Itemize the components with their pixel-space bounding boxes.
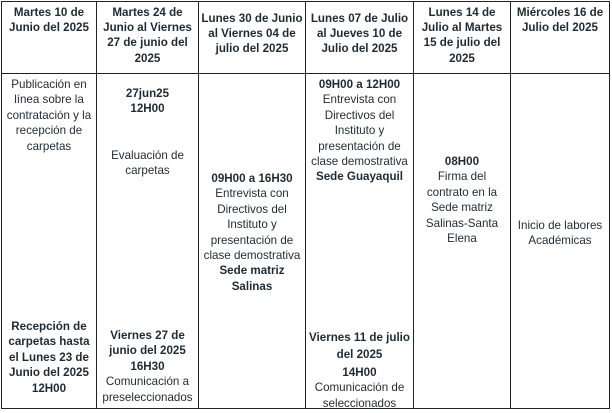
text-line: Elena <box>447 232 477 246</box>
text-line: 14H00 <box>342 365 377 379</box>
text-line: 12H00 <box>31 381 67 395</box>
text-line: carpetas hasta <box>8 335 90 349</box>
text-line: el Lunes 23 de <box>9 350 89 364</box>
contract-block <box>414 154 510 246</box>
selection-block <box>306 330 413 411</box>
header-cell-5 <box>414 2 511 74</box>
header-line: 27 de junio del <box>107 36 188 50</box>
text-line: presentación de <box>210 233 294 247</box>
text-line: del 2025 <box>336 348 383 362</box>
text-line: 27jun25 <box>125 87 170 100</box>
text-line: Junio del 2025 <box>9 366 89 380</box>
header-line: Lunes 14 de <box>428 6 496 19</box>
text-line: presentación de <box>318 139 401 153</box>
text-line: Evaluación de <box>111 149 184 162</box>
text-line: Instituto y <box>334 124 385 138</box>
text-line: Directivos del <box>217 202 287 216</box>
text-line: Firma del <box>437 170 487 184</box>
header-line: 2025 <box>134 51 161 65</box>
text-line: Académicas <box>528 234 592 248</box>
header-line: Martes 10 de <box>13 6 85 19</box>
evaluation-date <box>97 86 198 117</box>
body-cell-2 <box>97 74 199 409</box>
start-block <box>511 218 609 249</box>
header-line: Lunes 07 de Julio <box>310 12 409 25</box>
header-cell-2 <box>97 2 199 74</box>
text-line: carpetas <box>125 164 170 178</box>
text-line: Publicación en <box>11 78 87 91</box>
body-cell-4 <box>306 74 414 409</box>
schedule-table <box>1 1 610 409</box>
text-line: línea sobre la <box>14 93 84 107</box>
text-line: Salinas-Santa <box>425 216 499 230</box>
header-line: julio del 2025 <box>215 42 289 56</box>
reception-block <box>2 319 96 396</box>
header-cell-1 <box>2 2 97 74</box>
header-cell-3 <box>199 2 306 74</box>
text-line: Sede matriz <box>219 264 285 278</box>
text-line: 09H00 a 16H30 <box>211 172 293 185</box>
text-line: Entrevista con <box>215 187 289 201</box>
text-line: Entrevista con <box>322 93 397 107</box>
interview-block-salinas <box>199 171 305 294</box>
text-line: 08H00 <box>444 155 480 168</box>
text-line: Viernes 27 de <box>110 329 185 342</box>
text-line: clase demostrativa <box>311 155 408 169</box>
header-line: Junio del 2025 <box>9 21 89 35</box>
header-line: 15 de julio del <box>423 36 501 50</box>
text-line: preseleccionados <box>102 390 193 404</box>
header-line: Julio al Martes <box>421 21 503 35</box>
header-cell-6 <box>511 2 610 74</box>
text-line: recepción de <box>15 124 83 138</box>
interview-block-guayaquil <box>306 77 413 185</box>
body-row <box>2 74 610 409</box>
text-line: Recepción de <box>11 320 87 333</box>
publication-block <box>2 77 96 154</box>
header-line: Miércoles 16 de <box>516 6 604 19</box>
body-cell-5 <box>414 74 511 409</box>
text-line: Viernes 11 de julio <box>309 331 410 344</box>
text-line: Comunicación a <box>105 375 190 389</box>
text-line: Sede Guayaquil <box>316 170 403 184</box>
header-line: Julio del 2025 <box>321 42 398 56</box>
text-line: Inicio de labores <box>517 219 603 232</box>
header-line: Lunes 30 de Junio <box>201 12 303 25</box>
body-cell-1 <box>2 74 97 409</box>
text-line: clase demostrativa <box>203 249 301 263</box>
text-line: contrato en la <box>426 185 498 199</box>
header-line: Julio del 2025 <box>521 21 599 35</box>
text-line: 09H00 a 12H00 <box>318 78 401 91</box>
body-cell-3 <box>199 74 306 409</box>
text-line: 16H30 <box>130 359 165 373</box>
header-line: Junio al Viernes <box>103 21 192 35</box>
text-line: contratación y la <box>6 108 92 122</box>
text-line: 12H00 <box>130 102 165 116</box>
header-line: al Viernes 04 de <box>208 27 296 41</box>
header-row <box>2 2 610 74</box>
text-line: Instituto y <box>227 218 277 232</box>
text-line: junio del 2025 <box>109 344 186 358</box>
header-cell-4 <box>306 2 414 74</box>
header-line: al Jueves 10 de <box>316 27 403 41</box>
text-line: seleccionados <box>322 396 397 410</box>
header-line: Martes 24 de <box>112 6 183 19</box>
schedule-table-wrapper <box>1 1 611 411</box>
text-line: carpetas <box>26 139 72 153</box>
evaluation-desc <box>97 148 198 179</box>
text-line: Salinas <box>231 279 273 293</box>
text-line: Sede matriz <box>431 201 493 215</box>
text-line: Directivos del <box>324 108 395 122</box>
text-line: Comunicación de <box>314 381 405 395</box>
header-line: 2025 <box>449 51 475 65</box>
preselection-block <box>97 328 198 405</box>
body-cell-6 <box>511 74 610 409</box>
